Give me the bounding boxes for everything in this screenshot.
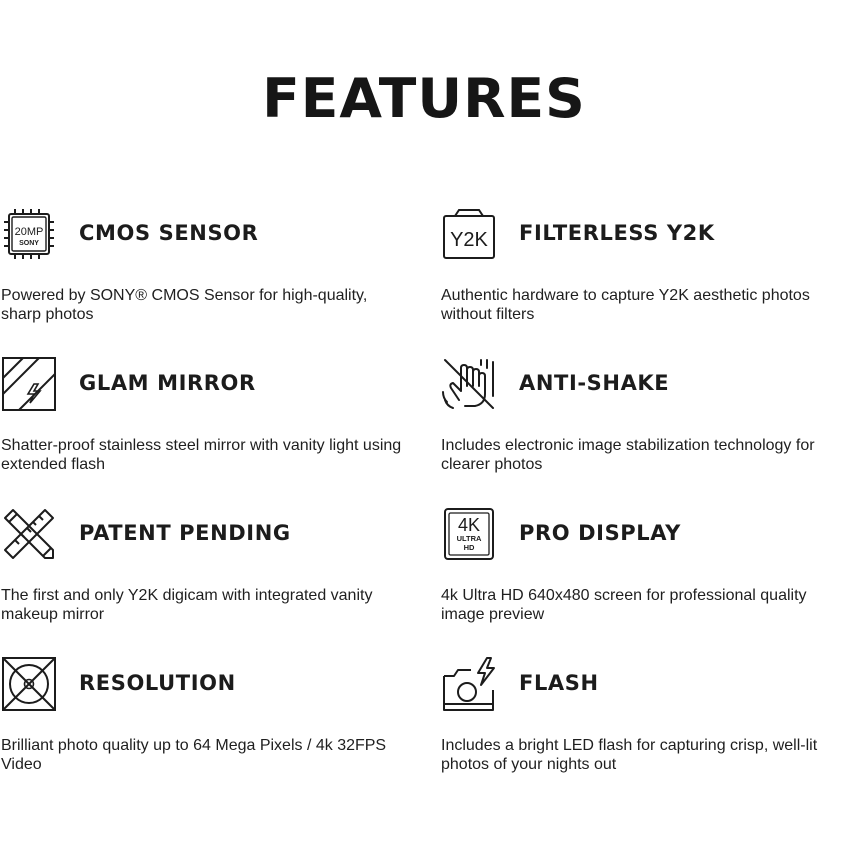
y2k-camera-label: Y2K xyxy=(450,229,488,251)
feature-heading: FLASH xyxy=(519,671,599,695)
feature-heading: PRO DISPLAY xyxy=(519,521,681,545)
feature-description: Includes electronic image stabilization technology for clearer photos xyxy=(441,437,815,473)
sensor-chip-icon xyxy=(1,206,57,262)
feature-heading: CMOS SENSOR xyxy=(79,221,259,245)
mirror-icon xyxy=(1,356,57,412)
camera-flash-icon xyxy=(441,656,497,712)
feature-heading: GLAM MIRROR xyxy=(79,371,256,395)
sensor-chip-label-top: 20MP xyxy=(14,226,44,238)
feature-heading: ANTI-SHAKE xyxy=(519,371,670,395)
y2k-camera-icon xyxy=(441,206,497,262)
feature-heading: FILTERLESS Y2K xyxy=(519,221,715,245)
feature-description: Includes a bright LED flash for capturing crisp, well-lit photos of your nights out xyxy=(441,737,818,773)
feature-description: Powered by SONY® CMOS Sensor for high-quality, sharp photos xyxy=(1,287,368,323)
resolution-icon xyxy=(1,656,57,712)
4k-display-hd: HD xyxy=(463,543,475,552)
feature-description: 4k Ultra HD 640x480 screen for professional quality image preview xyxy=(441,587,807,623)
feature-heading: RESOLUTION xyxy=(79,671,236,695)
anti-shake-hand-icon xyxy=(441,356,497,412)
feature-heading: PATENT PENDING xyxy=(79,521,291,545)
feature-description: The first and only Y2K digicam with integrated vanity makeup mirror xyxy=(1,587,373,623)
feature-description: Authentic hardware to capture Y2K aesthetic photos without filters xyxy=(441,287,810,323)
pencil-ruler-icon xyxy=(1,506,57,562)
sensor-chip-label-bottom: SONY xyxy=(19,240,39,247)
feature-description: Brilliant photo quality up to 64 Mega Pixels / 4k 32FPS Video xyxy=(1,737,387,773)
page-title: FEATURES xyxy=(262,67,586,130)
4k-display-label: 4K xyxy=(457,515,481,535)
feature-description: Shatter-proof stainless steel mirror with vanity light using extended flash xyxy=(1,437,402,473)
4k-display-icon xyxy=(441,506,497,562)
4k-display-ultra: ULTRA xyxy=(456,534,482,543)
